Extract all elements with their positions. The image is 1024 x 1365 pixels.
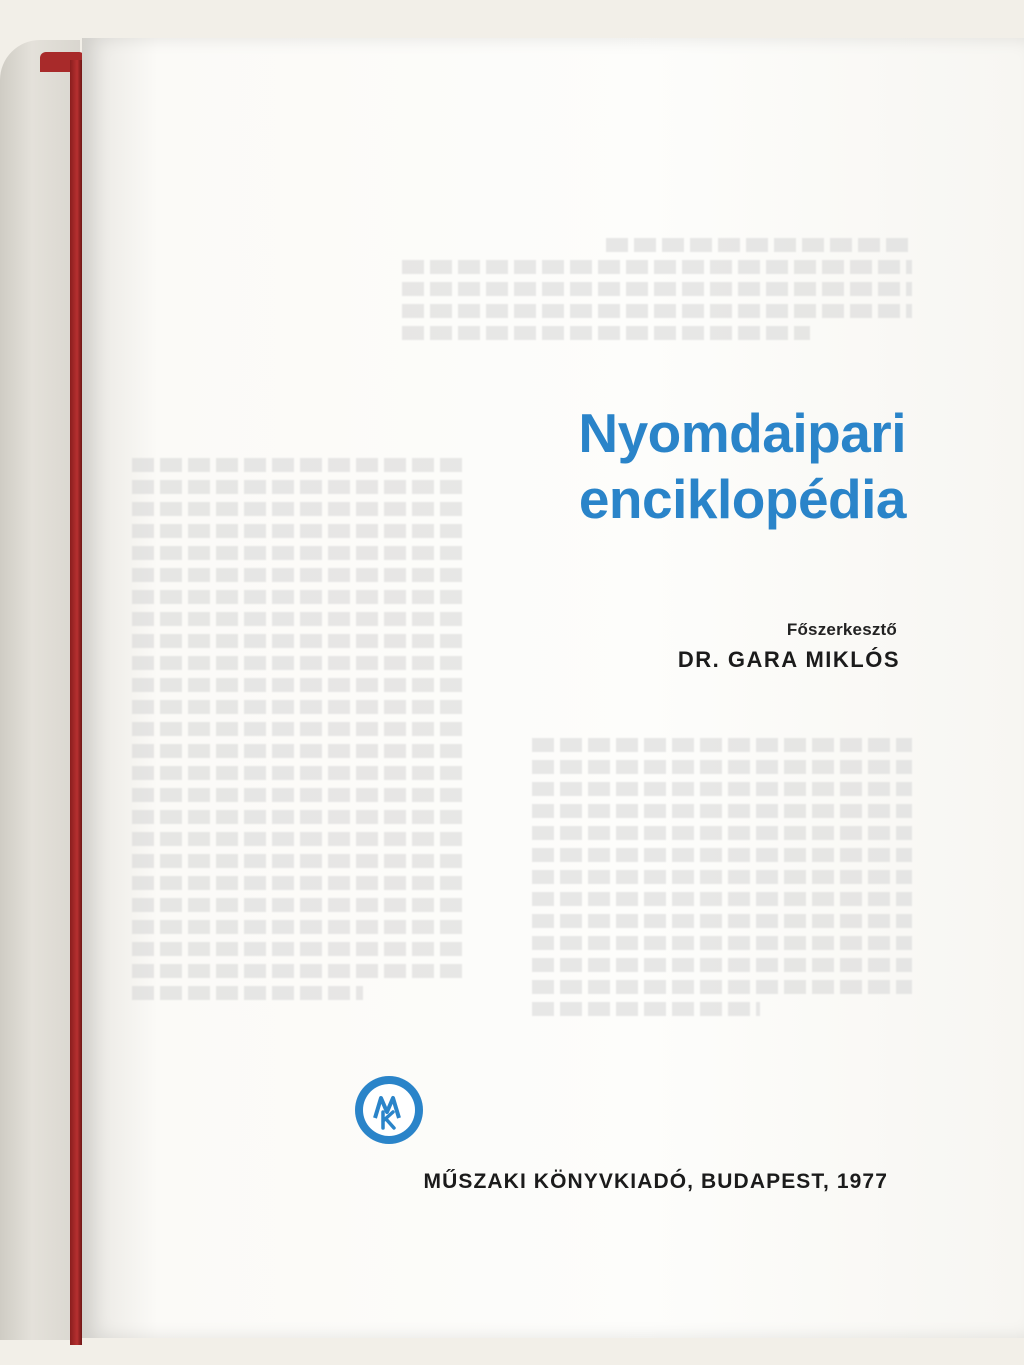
publisher-line: MŰSZAKI KÖNYVKIADÓ, BUDAPEST, 1977	[423, 1170, 888, 1193]
title-line-2: enciklopédia	[578, 468, 906, 530]
title-line-1: Nyomdaipari	[578, 402, 906, 464]
show-through-block-right	[532, 738, 912, 1024]
left-page-edge	[0, 40, 80, 1340]
book-title	[578, 400, 906, 532]
editor-name: DR. GARA MIKLÓS	[677, 647, 900, 672]
book-spine	[70, 60, 82, 1345]
mk-publisher-logo-icon	[353, 1074, 425, 1146]
show-through-block-left	[132, 458, 462, 1008]
title-page	[82, 38, 1024, 1338]
show-through-block-top	[402, 238, 912, 348]
editor-label: Főszerkesztő	[786, 620, 897, 639]
